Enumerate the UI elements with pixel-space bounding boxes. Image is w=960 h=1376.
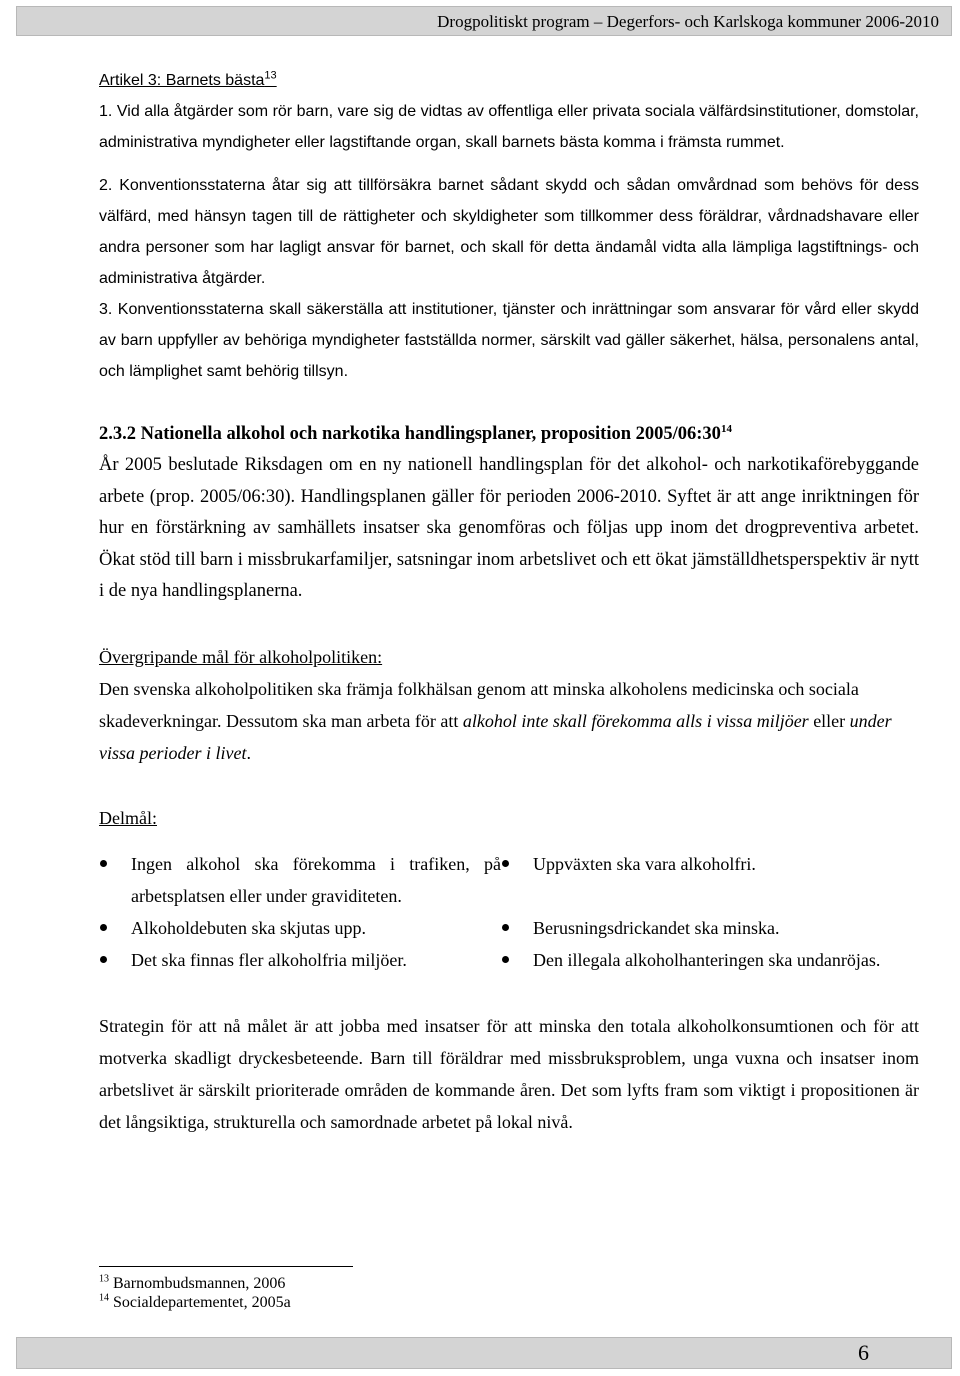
footnote-number: 14	[99, 1292, 109, 1304]
footnote-ref-13: 13	[264, 69, 277, 82]
page-footer	[16, 1337, 952, 1369]
footnote-number: 13	[99, 1273, 109, 1285]
footnote-text: Socialdepartementet, 2005a	[113, 1294, 291, 1311]
subgoals-heading: Delmål:	[99, 807, 157, 828]
article-title	[99, 64, 919, 96]
subgoal-item: Berusningsdrickandet ska minska.	[501, 912, 889, 944]
page-content	[99, 64, 919, 1138]
section-heading-text: 2.3.2 Nationella alkohol och narkotika handlingsplaner, proposition 2005/06:30	[99, 424, 721, 444]
subgoals-right-column	[501, 848, 889, 976]
section-body: År 2005 beslutade Riksdagen om en ny nationell handlingsplan för det alkohol- och narkotikaförebyggande arbete (prop. 2005/06:30). Handlingsplanen gäller för perioden 2006-2010. Syftet är att ange inriktningen för hur en förstärkning av samhällets insatser ska genomföras och följas upp inom det drogpreventiva arbetet. Ökat stöd till barn i missbrukarfamiljer, satsningar inom arbetslivet och ett ökat jämställdhetsperspektiv är nytt i de nya handlingsplanerna.	[99, 455, 919, 601]
subgoals-list	[99, 848, 919, 976]
goals-heading: Övergripande mål för alkoholpolitiken:	[99, 646, 383, 667]
article-paragraph-3: 3. Konventionsstaterna skall säkerställa att institutioner, tjänster och inrättningar som ansvarar för vård eller skydd av barn uppfyller av behöriga myndigheter fastställda normer, särskilt vad gäller säkerhet, hälsa, personalens antal, och lämplighet samt behörig tillsyn.	[99, 301, 919, 380]
page-header	[16, 6, 952, 36]
subgoal-item: Uppväxten ska vara alkoholfri.	[501, 848, 889, 880]
article-paragraph-2: 2. Konventionsstaterna åtar sig att tillförsäkra barnet sådant skydd och sådan omvårdnad som behövs för dess välfärd, med hänsyn tagen till de rättigheter och skyldigheter som tillkommer dess föräldrar, vårdnadshavare eller andra personer som har lagligt ansvar för barnet, och skall för detta ändamål vidta alla lämpliga lagstiftnings- och administrativa åtgärder.	[99, 177, 919, 287]
page-number: 6	[858, 1340, 869, 1365]
goals-text-3: .	[246, 742, 251, 763]
subgoal-item: Det ska finnas fler alkoholfria miljöer.	[99, 944, 501, 976]
footnotes	[99, 1274, 291, 1312]
footnote-ref-14: 14	[720, 422, 732, 435]
footnote-14	[99, 1293, 291, 1312]
goals-text	[99, 673, 919, 769]
footnote-text: Barnombudsmannen, 2006	[113, 1275, 286, 1292]
goals-italic-1: alkohol inte skall förekomma alls i vissa miljöer	[462, 710, 809, 731]
goals-text-1: Den svenska alkoholpolitiken ska främja folkhälsan genom att minska alkoholens medicinska och sociala skadeverkningar. Dessutom ska man arbeta för att	[99, 678, 859, 731]
goals-text-2: eller	[808, 710, 850, 731]
header-title: Drogpolitiskt program – Degerfors- och Karlskoga kommuner 2006-2010	[437, 12, 939, 31]
strategy-paragraph: Strategin för att nå målet är att jobba med insatser för att minska den totala alkoholkonsumtionen och för att motverka skadligt dryckesbeteende. Barn till föräldrar med missbruksproblem, unga vuxna och insatser inom arbetslivet är särskilt prioriterade områden de kommande åren. Det som lyfts fram som viktigt i propositionen är det långsiktiga, strukturella och samordnade arbetet på lokal nivå.	[99, 1015, 919, 1132]
subgoal-item: Ingen alkohol ska förekomma i trafiken, på arbetsplatsen eller under graviditeten.	[99, 848, 501, 912]
section-heading	[99, 419, 919, 450]
footnote-13	[99, 1274, 291, 1293]
article-title-text: Artikel 3: Barnets bästa	[99, 72, 265, 89]
subgoals-left-column	[99, 848, 501, 976]
goals-italic-2: under vissa perioder i livet	[99, 710, 892, 763]
footnote-divider	[99, 1266, 353, 1267]
subgoal-item: Alkoholdebuten ska skjutas upp.	[99, 912, 501, 944]
article-paragraph-1: 1. Vid alla åtgärder som rör barn, vare sig de vidtas av offentliga eller privata sociala välfärdsinstitutioner, domstolar, administrativa myndigheter eller lagstiftande organ, skall barnets bästa komma i främsta rummet.	[99, 103, 919, 151]
subgoal-item: Den illegala alkoholhanteringen ska undanröjas.	[501, 944, 889, 976]
